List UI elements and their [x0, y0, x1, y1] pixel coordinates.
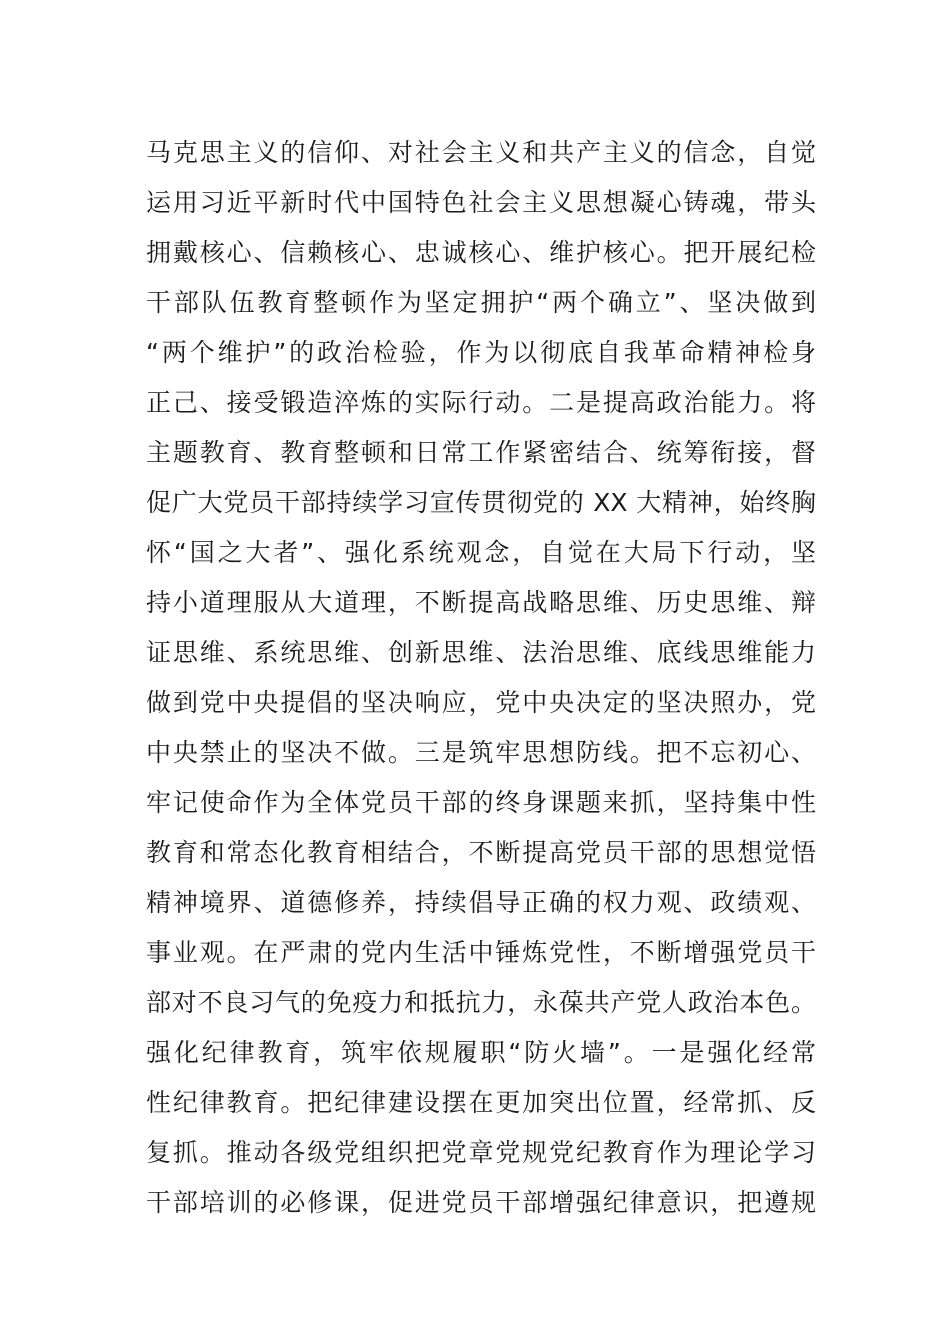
text-line: 主题教育、教育整顿和日常工作紧密结合、统筹衔接，督 [146, 438, 816, 467]
text-line: 精神境界、道德修养，持续倡导正确的权力观、政绩观、 [146, 888, 816, 917]
body-text [146, 128, 816, 1228]
text-line: 怀“国之大者”、强化系统观念，自觉在大局下行动，坚 [146, 538, 816, 567]
text-line: 持小道理服从大道理，不断提高战略思维、历史思维、辩 [146, 588, 816, 617]
text-line: 干部队伍教育整顿作为坚定拥护“两个确立”、坚决做到 [146, 288, 816, 317]
text-line: 强化纪律教育，筑牢依规履职“防火墙”。一是强化经常 [146, 1038, 816, 1067]
text-line: 做到党中央提倡的坚决响应，党中央决定的坚决照办，党 [146, 688, 816, 717]
text-line: 拥戴核心、信赖核心、忠诚核心、维护核心。把开展纪检 [146, 238, 816, 267]
text-line: 性纪律教育。把纪律建设摆在更加突出位置，经常抓、反 [146, 1088, 816, 1117]
text-line: 中央禁止的坚决不做。三是筑牢思想防线。把不忘初心、 [146, 738, 816, 767]
text-line: 马克思主义的信仰、对社会主义和共产主义的信念，自觉 [146, 138, 816, 167]
text-line: 运用习近平新时代中国特色社会主义思想凝心铸魂，带头 [146, 188, 816, 217]
text-line: 牢记使命作为全体党员干部的终身课题来抓，坚持集中性 [146, 788, 816, 817]
text-line: 正己、接受锻造淬炼的实际行动。二是提高政治能力。将 [146, 388, 816, 417]
text-line: 教育和常态化教育相结合，不断提高党员干部的思想觉悟 [146, 838, 816, 867]
text-line: 事业观。在严肃的党内生活中锤炼党性，不断增强党员干 [146, 938, 816, 967]
text-line: “两个维护”的政治检验，作为以彻底自我革命精神检身 [146, 338, 816, 367]
text-line: 复抓。推动各级党组织把党章党规党纪教育作为理论学习 [146, 1138, 816, 1167]
text-line: 干部培训的必修课，促进党员干部增强纪律意识，把遵规 [146, 1188, 816, 1217]
text-line: 部对不良习气的免疫力和抵抗力，永葆共产党人政治本色。 [146, 988, 816, 1017]
text-line: 证思维、系统思维、创新思维、法治思维、底线思维能力 [146, 638, 816, 667]
text-line: 促广大党员干部持续学习宣传贯彻党的 XX 大精神，始终胸 [146, 488, 816, 517]
